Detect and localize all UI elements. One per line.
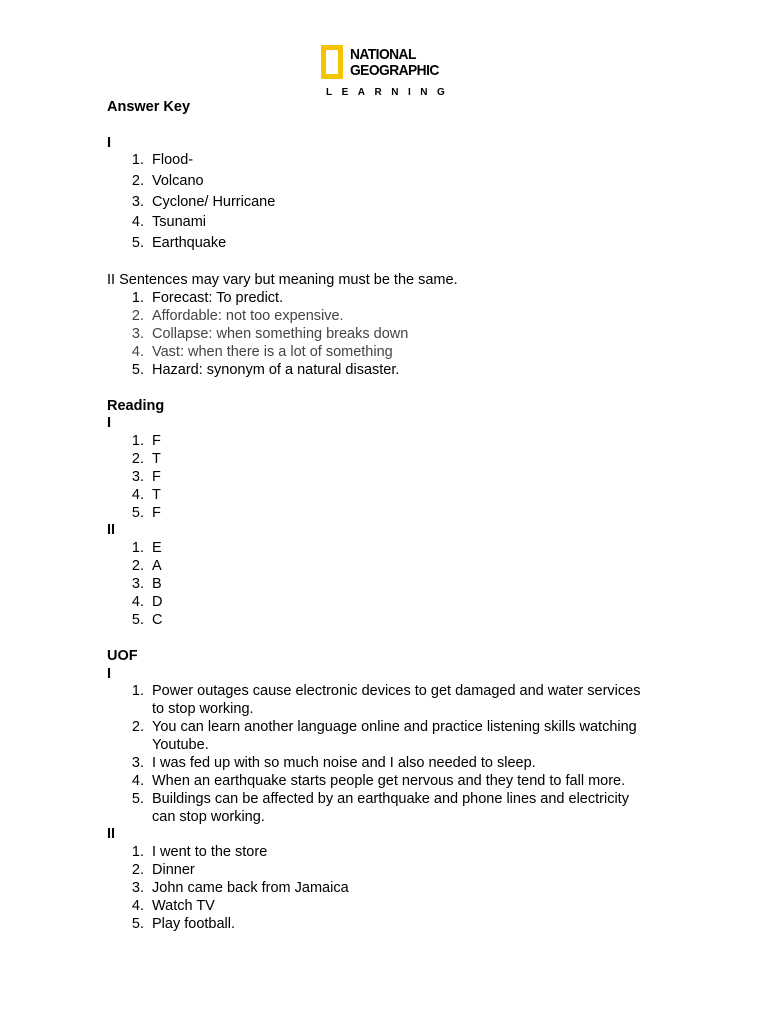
list-item: When an earthquake starts people get nervous and they tend to fall more. <box>152 773 626 789</box>
list-item: E <box>152 540 162 556</box>
list-item: Hazard: synonym of a natural disaster. <box>152 362 400 378</box>
list-item: I was fed up with so much noise and I also needed to sleep. <box>152 755 536 771</box>
list-number: 1. <box>131 433 144 449</box>
list-item: Collapse: when something breaks down <box>152 326 409 342</box>
list-number: 3. <box>131 576 144 592</box>
list-item-continued: to stop working. <box>152 701 254 717</box>
list-number: 2. <box>131 308 144 324</box>
list-item: Power outages cause electronic devices to get damaged and water services <box>152 683 641 699</box>
list-item: Earthquake <box>152 235 227 251</box>
list-item-continued: Youtube. <box>152 737 209 753</box>
list-item: A <box>152 558 162 574</box>
list-number: 3. <box>131 469 144 485</box>
list-item: Cyclone/ Hurricane <box>152 194 276 210</box>
section-heading: Reading <box>107 398 165 414</box>
list-item: You can learn another language online and practice listening skills watching <box>152 719 637 735</box>
list-number: 1. <box>131 844 144 860</box>
list-number: 2. <box>131 451 144 467</box>
list-number: 5. <box>131 916 144 932</box>
list-number: 3. <box>131 194 144 210</box>
section-heading: I <box>107 135 112 151</box>
list-item: B <box>152 576 162 592</box>
list-number: 3. <box>131 880 144 896</box>
list-item: T <box>152 451 161 467</box>
list-number: 4. <box>131 898 144 914</box>
list-number: 3. <box>131 326 144 342</box>
logo-text-geographic: GEOGRAPHIC <box>350 62 439 79</box>
list-item-continued: can stop working. <box>152 809 265 825</box>
list-number: 4. <box>131 214 144 230</box>
list-item: I went to the store <box>152 844 268 860</box>
list-item: Watch TV <box>152 898 215 914</box>
list-number: 5. <box>131 612 144 628</box>
list-item: C <box>152 612 163 628</box>
list-item: Forecast: To predict. <box>152 290 284 306</box>
logo-text-national: NATIONAL <box>350 46 416 63</box>
yellow-border-icon <box>321 45 343 79</box>
section-heading: II Sentences may vary but meaning must be the same. <box>107 272 458 288</box>
list-item: Flood- <box>152 152 194 168</box>
list-item: Tsunami <box>152 214 206 230</box>
list-item: F <box>152 469 161 485</box>
list-number: 3. <box>131 755 144 771</box>
logo-text-learning: LEARNING <box>326 87 455 98</box>
list-number: 5. <box>131 362 144 378</box>
list-number: 1. <box>131 152 144 168</box>
subsection-heading: II <box>107 826 116 842</box>
list-number: 5. <box>131 791 144 807</box>
list-number: 1. <box>131 540 144 556</box>
page-title: Answer Key <box>107 99 191 115</box>
list-item: Play football. <box>152 916 236 932</box>
subsection-heading: II <box>107 522 116 538</box>
national-geographic-logo <box>321 45 455 100</box>
list-number: 4. <box>131 344 144 360</box>
subsection-heading: I <box>107 666 112 682</box>
list-item: Dinner <box>152 862 195 878</box>
section-heading: UOF <box>107 648 138 664</box>
list-number: 5. <box>131 505 144 521</box>
list-number: 1. <box>131 290 144 306</box>
list-number: 2. <box>131 719 144 735</box>
list-number: 2. <box>131 173 144 189</box>
subsection-heading: I <box>107 415 112 431</box>
list-item: Affordable: not too expensive. <box>152 308 344 324</box>
list-item: T <box>152 487 161 503</box>
list-item: Vast: when there is a lot of something <box>152 344 393 360</box>
list-number: 4. <box>131 487 144 503</box>
list-number: 5. <box>131 235 144 251</box>
list-number: 2. <box>131 558 144 574</box>
list-number: 4. <box>131 594 144 610</box>
list-item: D <box>152 594 163 610</box>
list-number: 2. <box>131 862 144 878</box>
list-number: 4. <box>131 773 144 789</box>
list-item: F <box>152 433 161 449</box>
list-number: 1. <box>131 683 144 699</box>
list-item: Buildings can be affected by an earthquake and phone lines and electricity <box>152 791 629 807</box>
list-item: John came back from Jamaica <box>152 880 349 896</box>
list-item: Volcano <box>152 173 204 189</box>
list-item: F <box>152 505 161 521</box>
